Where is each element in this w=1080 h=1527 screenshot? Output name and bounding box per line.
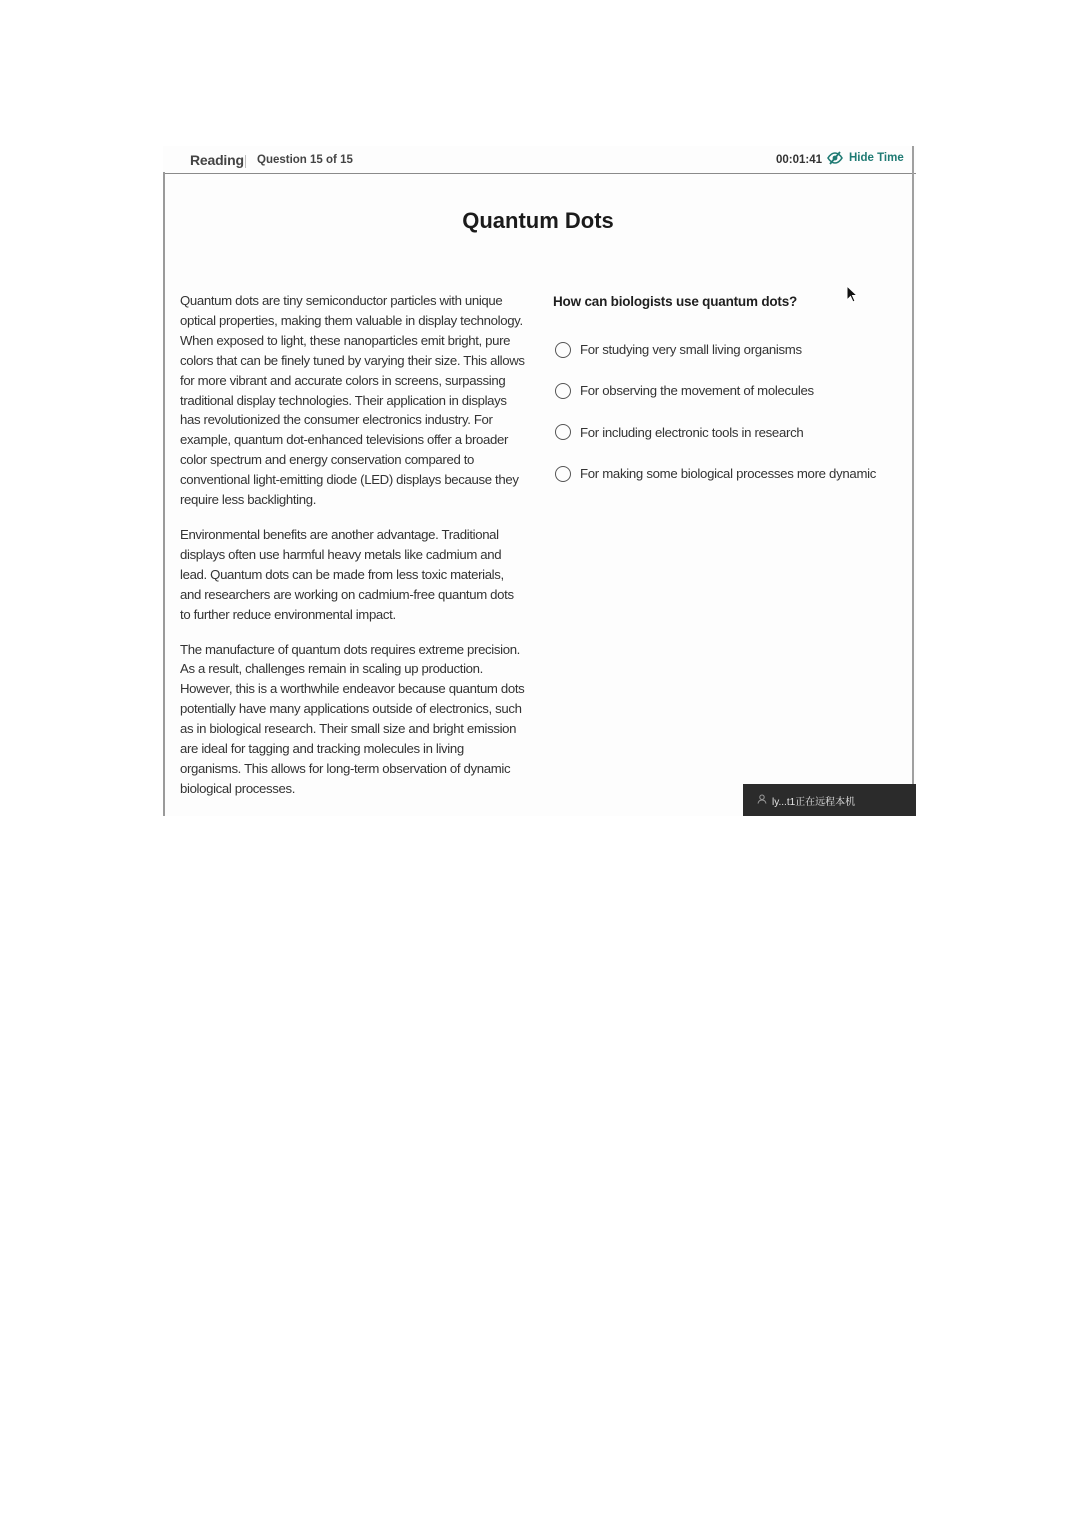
passage-paragraph-3: The manufacture of quantum dots requires extreme precision. As a result, challenges remain in scaling up production. However, this is a worthwhile endeavor because quantum dots potentially have many applications outside of electronics, such as in biological research. Their small size and bright emission are ideal for tagging and tracking molecules in living organisms. This allows for long-term observation of dynamic biological processes. <box>180 641 525 796</box>
passage-title: Quantum Dots <box>462 208 614 233</box>
timer: 00:01:41 <box>776 154 823 166</box>
question-text: How can biologists use quantum dots? <box>553 294 798 309</box>
answer-option-label: For making some biological processes more dynamic <box>580 466 877 482</box>
answer-option-label: For observing the movement of molecules <box>580 383 814 399</box>
window-left-border <box>163 172 165 816</box>
section-label: Reading <box>190 152 244 168</box>
eye-slash-icon <box>827 151 843 165</box>
user-icon <box>757 791 767 809</box>
answer-option-label: For including electronic tools in research <box>580 424 804 440</box>
passage-paragraph-2: Environmental benefits are another advantage. Traditional displays often use harmful heavy metals like cadmium and lead. Quantum dots can be made from less toxic materials, and researchers are working on cadmium-free quantum dots to further reduce environmental impact. <box>180 526 514 622</box>
header-divider <box>245 155 246 168</box>
mouse-pointer-icon <box>846 285 858 308</box>
hide-time-button[interactable] <box>827 151 904 165</box>
answer-option-3[interactable] <box>553 412 893 453</box>
test-window <box>163 146 916 816</box>
question-panel <box>553 294 893 494</box>
answer-option-4[interactable] <box>553 453 893 494</box>
question-counter: Question 15 of 15 <box>257 154 353 166</box>
passage-text <box>180 291 526 814</box>
answer-option-label: For studying very small living organisms <box>580 342 802 358</box>
answer-option-2[interactable] <box>553 370 893 411</box>
top-bar <box>163 146 916 174</box>
passage-paragraph-1: Quantum dots are tiny semiconductor particles with unique optical properties, making them valuable in display technology. When exposed to light, these nanoparticles emit bright, pure colors that can be finely tuned by varying their size. This allows for more vibrant and accurate colors in screens, surpassing traditional display technologies. Their application in displays has revolutionized the consumer electronics industry. For example, quantum dot-enhanced televisions offer a broader color spectrum and energy conservation compared to conventional light-emitting diode (LED) displays because they require less backlighting. <box>180 293 525 508</box>
window-right-border <box>912 146 914 786</box>
hide-time-label: Hide Time <box>849 152 904 164</box>
radio-button[interactable] <box>555 383 571 399</box>
answer-option-1[interactable] <box>553 329 893 370</box>
radio-button[interactable] <box>555 466 571 482</box>
remote-session-text: ly...t1正在远程本机 <box>772 796 856 808</box>
radio-button[interactable] <box>555 424 571 440</box>
radio-button[interactable] <box>555 342 571 358</box>
remote-session-banner <box>743 784 916 816</box>
